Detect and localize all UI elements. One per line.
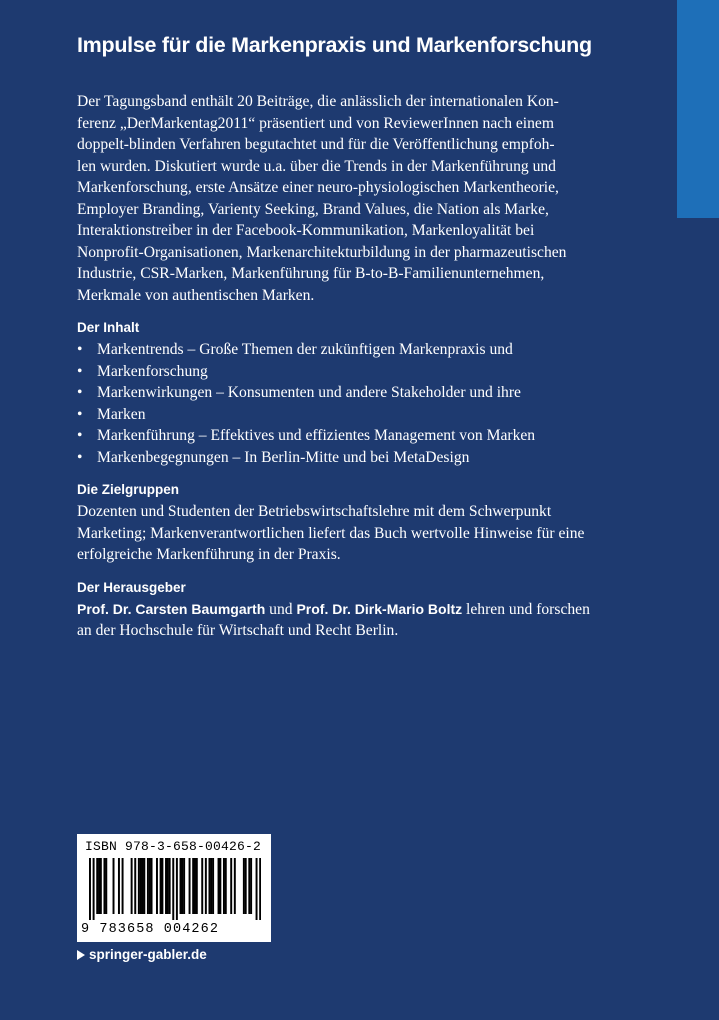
editor-name-2: Prof. Dr. Dirk-Mario Boltz [296, 600, 463, 617]
barcode-bar [218, 858, 220, 914]
barcode-bar [113, 858, 115, 914]
barcode-bar [131, 858, 133, 914]
barcode-bar [98, 858, 100, 914]
editors-line: Prof. Dr. Carsten Baumgarth und Prof. Dr. Dirk-Mario Boltz lehren und forschen [77, 600, 590, 618]
barcode-bar [100, 858, 102, 914]
target-groups-heading: Die Zielgruppen [77, 482, 180, 497]
barcode-bar [196, 858, 198, 914]
bullet-icon: • [77, 341, 83, 358]
intro-line: len wurden. Diskutiert wurde u.a. über die Trends in der Markenführung und [77, 157, 556, 175]
barcode-bar [167, 858, 169, 914]
barcode-bar [161, 858, 163, 914]
barcode-bar [151, 858, 153, 914]
barcode-bar [142, 858, 144, 914]
list-item: • Markenwirkungen – Konsumenten und andere Stakeholder und ihre [77, 382, 629, 404]
bullet-icon: • [77, 427, 83, 444]
publisher-url: springer-gabler.de [89, 947, 207, 962]
barcode-bar [194, 858, 196, 914]
barcode-bar [208, 858, 210, 914]
list-item: • Markenbegegnungen – In Berlin-Mitte und bei MetaDesign [77, 447, 629, 469]
barcode-bar [169, 858, 171, 914]
list-item: • Markenführung – Effektives und effizientes Management von Marken [77, 425, 629, 447]
accent-bar [677, 0, 719, 218]
barcode-bar [103, 858, 105, 914]
intro-paragraph [77, 91, 629, 306]
barcode-bar [156, 858, 158, 914]
list-item: • Marken [77, 404, 629, 426]
barcode-bar [160, 858, 162, 914]
editors-heading: Der Herausgeber [77, 579, 186, 595]
barcode-bar [205, 858, 207, 914]
intro-line: Markenforschung, erste Ansätze einer neuro-physiologischen Markentheorie, [77, 179, 559, 196]
barcode-digits: 9 783658 004262 [81, 922, 220, 937]
contents-heading: Der Inhalt [77, 320, 140, 335]
barcode-bar [192, 858, 194, 914]
barcode-bar [183, 858, 185, 914]
intro-line: Interaktionstreiber in der Facebook-Kommunikation, Markenloyalität bei [77, 222, 535, 239]
barcode-bar [140, 858, 142, 914]
contents-list [77, 339, 629, 468]
intro-line: Industrie, CSR-Marken, Markenführung für B-to-B-Familienunternehmen, [77, 265, 545, 282]
editors-paragraph [77, 599, 629, 642]
bullet-icon: • [77, 362, 83, 380]
barcode-bar [89, 858, 91, 920]
editors-line: an der Hochschule für Wirtschaft und Recht Berlin. [77, 622, 399, 639]
barcode-bar [180, 858, 182, 914]
isbn-label: ISBN 978-3-658-00426-2 [85, 839, 262, 854]
intro-line: Merkmale von authentischen Marken. [77, 286, 315, 304]
barcode-bar [234, 858, 236, 914]
bullet-icon: • [77, 448, 83, 466]
barcode-bar [181, 858, 183, 914]
bullet-icon: • [77, 384, 83, 401]
intro-line: Employer Branding, Varienty Seeking, Brand Values, die Nation als Marke, [77, 200, 549, 218]
barcode-bar [189, 858, 191, 914]
barcode-bar [138, 858, 140, 914]
barcode-bar [243, 858, 245, 914]
target-groups-paragraph [77, 501, 629, 566]
barcode-bar [201, 858, 203, 914]
barcode-bar [122, 858, 124, 914]
cover-title: Impulse für die Markenpraxis und Markenforschung [77, 33, 592, 57]
barcode-bar [212, 858, 214, 914]
list-item: • Markenforschung [77, 361, 629, 383]
barcode-bar [105, 858, 107, 914]
list-item: • Markentrends – Große Themen der zukünftigen Markenpraxis und [77, 339, 629, 361]
barcode-bar [134, 858, 136, 914]
barcode-bar [143, 858, 145, 914]
barcode-bar [210, 858, 212, 914]
barcode-bar [172, 858, 174, 920]
barcode-bar [230, 858, 232, 914]
bullet-icon: • [77, 405, 83, 423]
barcode-bar [147, 858, 149, 914]
barcode-bar [176, 858, 178, 920]
barcode-bar [245, 858, 247, 914]
back-cover-content [77, 33, 629, 642]
isbn-barcode [77, 834, 271, 942]
barcode-bar [259, 858, 261, 920]
publisher-link[interactable] [77, 947, 207, 962]
editor-name-1: Prof. Dr. Carsten Baumgarth [77, 600, 266, 617]
barcode-bar [248, 858, 250, 914]
barcode-bar [256, 858, 258, 920]
barcode-bars [89, 858, 261, 920]
barcode-bar [225, 858, 227, 914]
barcode-bar [250, 858, 252, 914]
barcode-bar [165, 858, 167, 914]
barcode-bar [93, 858, 95, 920]
intro-line: Der Tagungsband enthält 20 Beiträge, die anlässlich der internationalen Kon- [77, 93, 559, 110]
barcode-bar [219, 858, 221, 914]
barcode-bar [118, 858, 120, 914]
barcode-bar [96, 858, 98, 914]
target-line: Dozenten und Studenten der Betriebswirtschaftslehre mit dem Schwerpunkt [77, 503, 552, 520]
intro-line: Nonprofit-Organisationen, Markenarchitekturbildung in der pharmazeutischen [77, 243, 567, 261]
target-line: erfolgreiche Markenführung in der Praxis. [77, 546, 341, 563]
intro-line: ferenz „DerMarkentag2011“ präsentiert und von ReviewerInnen nach einem [77, 114, 554, 132]
target-line: Marketing; Markenverantwortlichen liefert das Buch wertvolle Hinweise für eine [77, 524, 585, 542]
arrow-right-icon [77, 950, 85, 960]
barcode-bar [223, 858, 225, 914]
intro-line: doppelt-blinden Verfahren begutachtet und für die Veröffentlichung empfoh- [77, 136, 555, 153]
barcode-bar [149, 858, 151, 914]
